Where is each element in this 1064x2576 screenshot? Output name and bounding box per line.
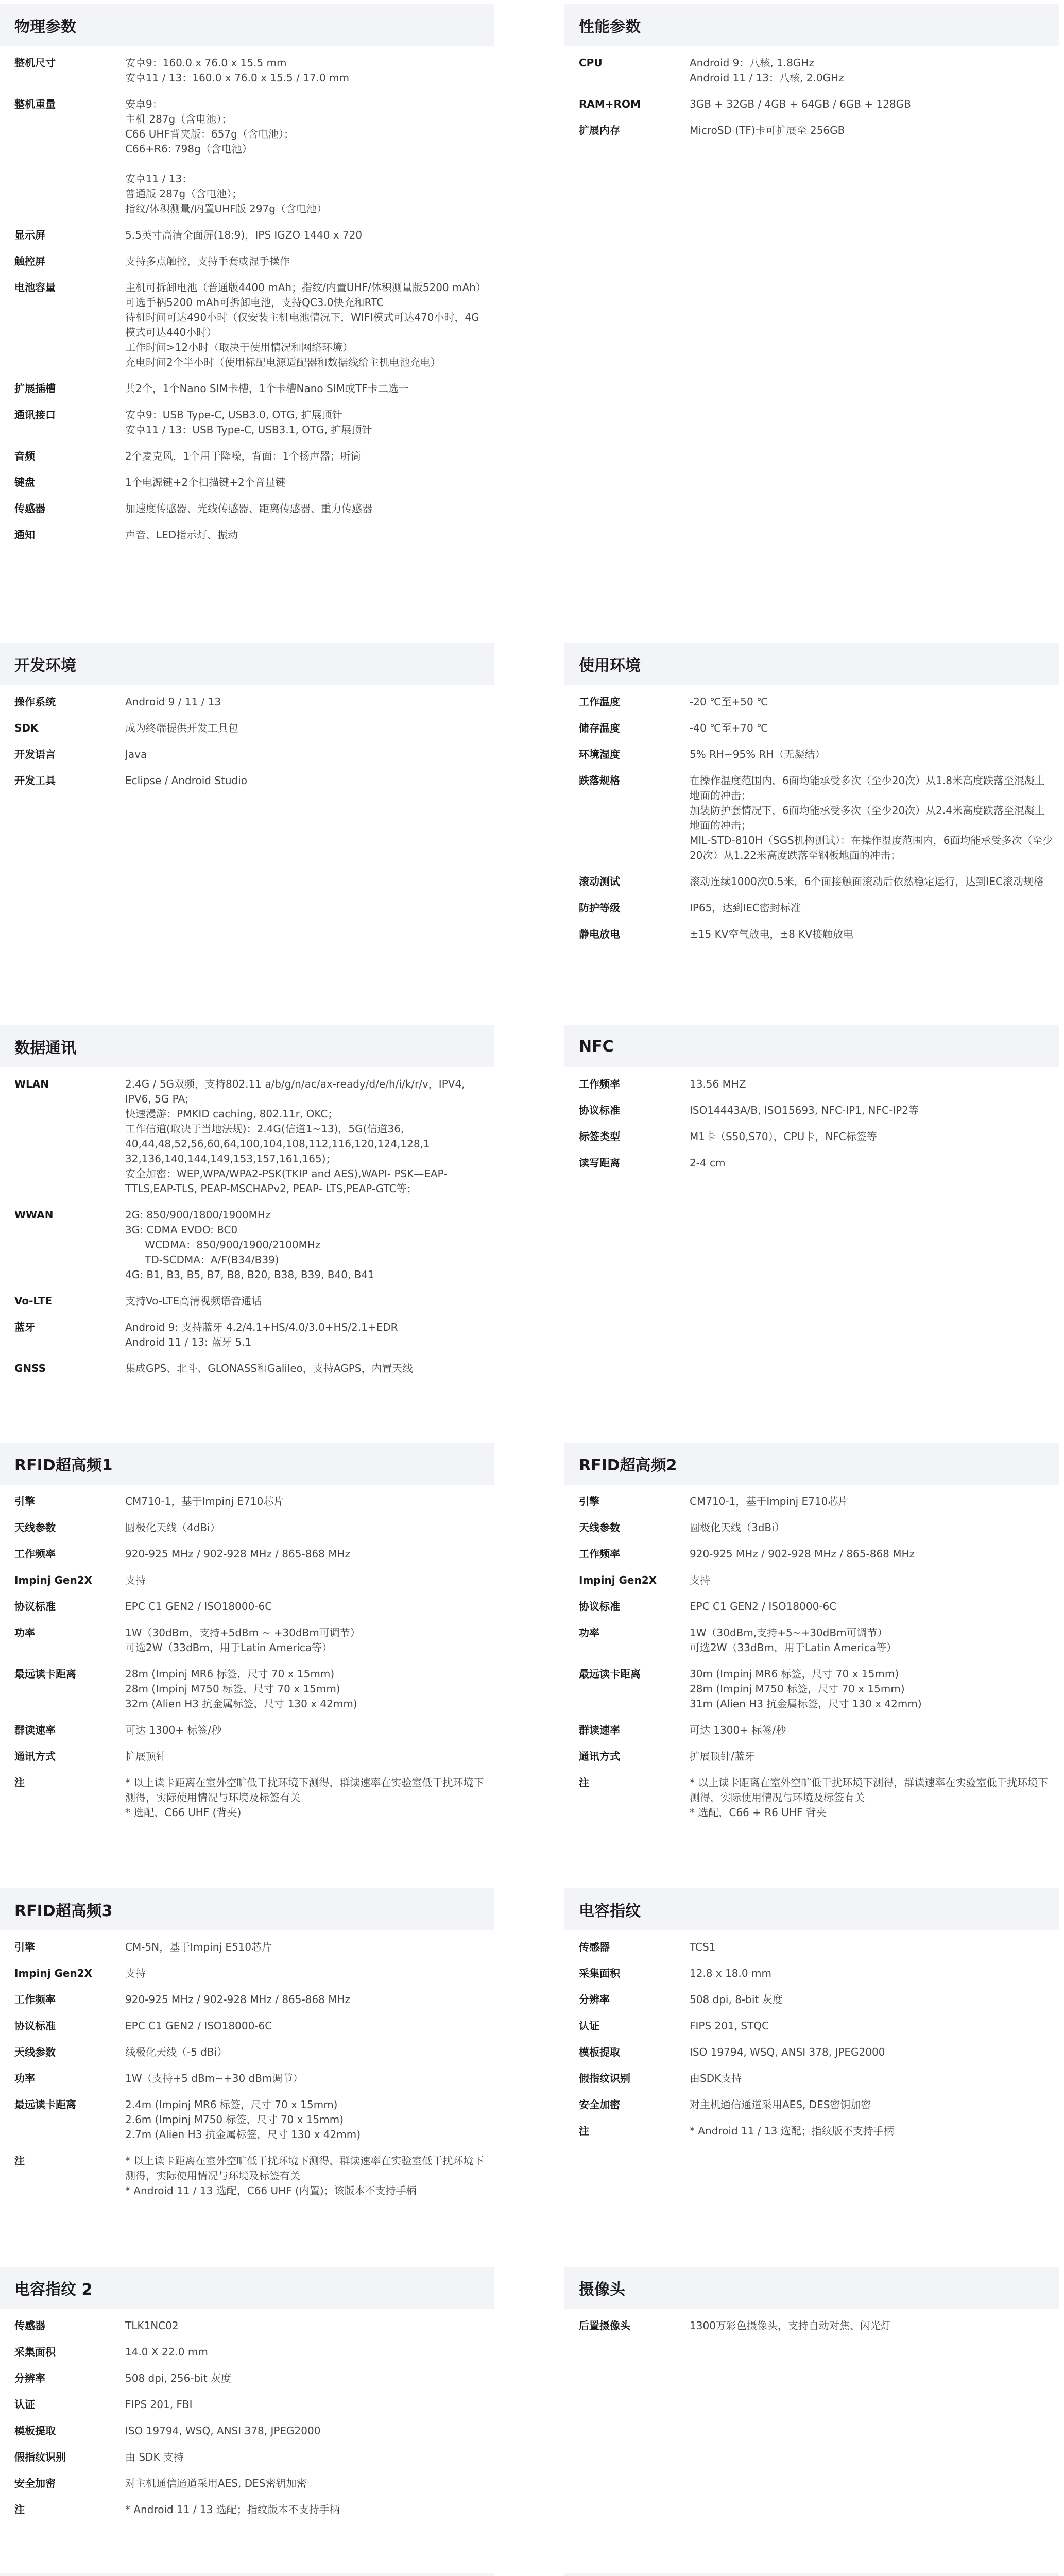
spec-value: 支持 — [125, 1574, 146, 1586]
spec-label: 储存温度 — [579, 722, 620, 734]
spec-value: 由 SDK 支持 — [125, 2451, 184, 2463]
spec-label: 开发语言 — [14, 748, 56, 760]
spec-row — [564, 1103, 1059, 1118]
spec-row — [0, 694, 494, 709]
spec-row — [564, 1156, 1059, 1171]
spec-value: FIPS 201, FBI — [125, 2398, 193, 2411]
spec-row — [564, 1573, 1059, 1588]
spec-label: 传感器 — [579, 1941, 610, 1953]
spec-label: 显示屏 — [14, 229, 45, 241]
spec-label: 功率 — [14, 2072, 35, 2084]
spec-row — [0, 1361, 494, 1376]
spec-value: 线极化天线（-5 dBi） — [125, 2046, 228, 2058]
spec-label: 通讯接口 — [14, 409, 56, 421]
section-dev-environment — [0, 643, 494, 800]
spec-row — [0, 2476, 494, 2491]
spec-label: 模板提取 — [14, 2425, 56, 2437]
spec-value: 1W（30dBm，支持+5dBm ~ +30dBm可调节） 可选2W（33dBm，用于Latin America等） — [125, 1626, 361, 1654]
spec-value: 5.5英寸高清全面屏(18:9)，IPS IGZO 1440 x 720 — [125, 229, 363, 241]
spec-value: * Android 11 / 13 选配；指纹版不支持手柄 — [690, 2125, 894, 2137]
spec-label: 防护等级 — [579, 902, 620, 914]
spec-row — [0, 2345, 494, 2360]
spec-row — [0, 1320, 494, 1350]
spec-value: ISO 19794, WSQ, ANSI 378, JPEG2000 — [125, 2425, 321, 2437]
spec-value: 安卓9： 主机 287g（含电池）； C66 UHF背夹版：657g（含电池）； C66+R6: 798g（含电池） 安卓11 / 13： 普通版 287g（含电池）； 指纹/体积测量/内置UHF版 297g（含电池） — [125, 98, 327, 215]
spec-row — [564, 773, 1059, 863]
spec-label: 引擎 — [14, 1941, 35, 1953]
section-title: 电容指纹 2 — [0, 2267, 494, 2309]
spec-row — [564, 1129, 1059, 1144]
spec-list — [0, 46, 494, 543]
spec-row — [0, 2154, 494, 2198]
spec-row — [564, 694, 1059, 709]
spec-row — [0, 228, 494, 243]
spec-label: WWAN — [14, 1209, 54, 1221]
spec-label: 分辨率 — [14, 2372, 45, 2384]
spec-list — [564, 1930, 1059, 2139]
spec-label: 群读速率 — [14, 1724, 56, 1736]
spec-value: 可达 1300+ 标签/秒 — [125, 1724, 222, 1736]
spec-value: 对主机通信通道采用AES, DES密钥加密 — [690, 2098, 871, 2111]
spec-label: 音频 — [14, 450, 35, 462]
spec-row — [564, 1547, 1059, 1562]
spec-value: Android 9: 支持蓝牙 4.2/4.1+HS/4.0/3.0+HS/2.1+EDR Android 11 / 13: 蓝牙 5.1 — [125, 1321, 398, 1348]
spec-value: CM710-1，基于Impinj E710芯片 — [690, 1495, 849, 1507]
spec-row — [0, 1749, 494, 1764]
spec-value: -40 ℃至+70 ℃ — [690, 722, 768, 734]
spec-label: 协议标准 — [14, 1600, 56, 1613]
spec-row — [564, 721, 1059, 736]
spec-label: 注 — [579, 1776, 589, 1789]
spec-row — [564, 927, 1059, 942]
spec-row — [564, 901, 1059, 916]
spec-value: ISO 19794, WSQ, ANSI 378, JPEG2000 — [690, 2046, 885, 2058]
spec-row — [0, 2450, 494, 2465]
spec-value: 共2个，1个Nano SIM卡槽，1个卡槽Nano SIM或TF卡二选一 — [125, 382, 409, 395]
spec-list — [0, 1930, 494, 2198]
spec-value: TLK1NC02 — [125, 2319, 179, 2332]
spec-value: 1300万彩色摄像头，支持自动对焦、闪光灯 — [690, 2319, 891, 2332]
spec-label: 跌落规格 — [579, 774, 620, 787]
spec-label: 操作系统 — [14, 696, 56, 708]
spec-row — [0, 2071, 494, 2086]
spec-row — [564, 56, 1059, 86]
spec-label: 引擎 — [14, 1495, 35, 1507]
spec-list — [564, 1485, 1059, 1820]
spec-list — [0, 1485, 494, 1820]
section-camera — [564, 2267, 1059, 2345]
spec-row — [0, 1667, 494, 1711]
spec-label: 开发工具 — [14, 774, 56, 787]
spec-label: 协议标准 — [14, 2020, 56, 2032]
spec-row — [564, 747, 1059, 762]
spec-label: SDK — [14, 722, 39, 734]
spec-label: 安全加密 — [579, 2098, 620, 2111]
spec-label: 安全加密 — [14, 2477, 56, 2489]
spec-value: 3GB + 32GB / 4GB + 64GB / 6GB + 128GB — [690, 98, 911, 110]
spec-list — [564, 1067, 1059, 1171]
section-title: 摄像头 — [564, 2267, 1059, 2309]
spec-label: 最远读卡距离 — [579, 1668, 641, 1680]
spec-row — [564, 1966, 1059, 1981]
spec-label: 模板提取 — [579, 2046, 620, 2058]
spec-label: 协议标准 — [579, 1104, 620, 1116]
spec-value: 圆极化天线（4dBi） — [125, 1521, 220, 1534]
spec-label: 后置摄像头 — [579, 2319, 630, 2332]
spec-label: 传感器 — [14, 502, 45, 515]
spec-label: 标签类型 — [579, 1130, 620, 1143]
spec-value: 集成GPS、北斗、GLONASS和Galileo，支持AGPS，内置天线 — [125, 1362, 413, 1375]
spec-value: EPC C1 GEN2 / ISO18000-6C — [125, 1600, 272, 1613]
section-title: 性能参数 — [564, 4, 1059, 46]
spec-label: 工作频率 — [579, 1548, 620, 1560]
spec-label: 工作温度 — [579, 696, 620, 708]
spec-value: 920-925 MHz / 902-928 MHz / 865-868 MHz — [690, 1548, 915, 1560]
spec-row — [564, 2097, 1059, 2112]
spec-label: 传感器 — [14, 2319, 45, 2332]
spec-value: 可达 1300+ 标签/秒 — [690, 1724, 786, 1736]
section-title — [0, 2573, 494, 2576]
spec-value: 1个电源键+2个扫描键+2个音量键 — [125, 476, 286, 488]
section-title: NFC — [564, 1025, 1059, 1067]
section-barcode — [0, 2573, 494, 2576]
spec-value: 支持 — [690, 1574, 710, 1586]
spec-label: Impinj Gen2X — [579, 1574, 657, 1586]
spec-label: 触控屏 — [14, 255, 45, 267]
spec-row — [564, 2124, 1059, 2139]
spec-row — [0, 2424, 494, 2438]
spec-row — [0, 2502, 494, 2517]
spec-row — [0, 2097, 494, 2142]
spec-label: 读写距离 — [579, 1157, 620, 1169]
spec-value: 2个麦克风，1个用于降噪，背面：1个扬声器；听筒 — [125, 450, 362, 462]
spec-label: 注 — [579, 2125, 589, 2137]
spec-label: 注 — [14, 2503, 25, 2516]
spec-row — [564, 2045, 1059, 2060]
spec-label: 静电放电 — [579, 928, 620, 940]
section-fingerprint-1 — [564, 1888, 1059, 2150]
spec-list — [564, 685, 1059, 942]
spec-value: 主机可拆卸电池（普通版4400 mAh；指纹/内置UHF/体积测量版5200 mAh） 可选手柄5200 mAh可拆卸电池，支持QC3.0快充和RTC 待机时间可达490小时（仅安装主机电池情况下，WIFI模式可达470小时，4G模式可达440小时） 工作时间>12小时（取决于使用情况和网络环境） 充电时间2个半小时（使用标配电源适配器和数据线给主机电池充电） — [125, 281, 486, 368]
spec-value: FIPS 201, STQC — [690, 2020, 769, 2032]
spec-label: 协议标准 — [579, 1600, 620, 1613]
spec-value: * 以上读卡距离在室外空旷低干扰环境下测得，群读速率在实验室低干扰环境下测得，实际使用情况与环境及标签有关 * 选配，C66 UHF (背夹) — [125, 1776, 484, 1819]
spec-value: 12.8 x 18.0 mm — [690, 1967, 771, 1979]
spec-value: TCS1 — [690, 1941, 716, 1953]
spec-label: 天线参数 — [579, 1521, 620, 1534]
spec-label: 环境湿度 — [579, 748, 620, 760]
spec-row — [0, 1940, 494, 1955]
section-usage-environment — [564, 643, 1059, 953]
spec-row — [0, 1723, 494, 1738]
spec-label: GNSS — [14, 1362, 46, 1375]
spec-row — [0, 449, 494, 464]
spec-value: 成为终端提供开发工具包 — [125, 722, 238, 734]
spec-row — [0, 2045, 494, 2060]
spec-label: 通讯方式 — [14, 1750, 56, 1762]
spec-row — [0, 1494, 494, 1509]
spec-row — [0, 408, 494, 437]
spec-label: 假指纹识别 — [14, 2451, 66, 2463]
spec-label: 滚动测试 — [579, 875, 620, 888]
spec-value: 圆极化天线（3dBi） — [690, 1521, 785, 1534]
spec-label: 通知 — [14, 529, 35, 541]
spec-value: * Android 11 / 13 选配；指纹版本不支持手柄 — [125, 2503, 340, 2516]
spec-label: 最远读卡距离 — [14, 1668, 76, 1680]
spec-value: 支持Vo-LTE高清视频语音通话 — [125, 1295, 262, 1307]
spec-label: Impinj Gen2X — [14, 1967, 93, 1979]
spec-value: * 以上读卡距离在室外空旷低干扰环境下测得，群读速率在实验室低干扰环境下测得，实际使用情况与环境及标签有关 * Android 11 / 13 选配，C66 UHF (内置)；该版本不支持手柄 — [125, 2155, 484, 2197]
spec-row — [564, 97, 1059, 112]
spec-value: 滚动连续1000次0.5米，6个面接触面滚动后依然稳定运行，达到IEC滚动规格 — [690, 875, 1044, 888]
spec-row — [0, 1520, 494, 1535]
spec-value: 2.4G / 5G双频，支持802.11 a/b/g/n/ac/ax-ready/d/e/h/i/k/r/v，IPV4, IPV6, 5G PA; 快速漫游：PMKID caching, 802.11r, OKC； 工作信道(取决于当地法规)：2.4G(信道1~13)，5G(信道36, 40,44,48,52,56,60,64,100,104,108,112,116,120,124,128,1 32,136,140,144,149,153,157,161,165)； 安全加密：WEP,WPA/WPA2-PSK(TKIP and AES),WAPI- PSK—EAP-TTLS,EAP-TLS, PEAP-MSCHAPv2, PEAP- LTS,PEAP-GTC等； — [125, 1078, 465, 1195]
section-data-communication — [0, 1025, 494, 1387]
spec-value: 13.56 MHZ — [690, 1078, 746, 1090]
spec-value: 508 dpi, 8-bit 灰度 — [690, 1993, 783, 2006]
spec-row — [0, 1775, 494, 1820]
section-title: RFID超高频3 — [0, 1888, 494, 1930]
spec-label: 扩展内存 — [579, 124, 620, 137]
section-physical — [0, 4, 494, 554]
spec-row — [0, 2318, 494, 2333]
spec-value: 支持多点触控，支持手套或湿手操作 — [125, 255, 290, 267]
spec-value: Android 9：八核, 1.8GHz Android 11 / 13：八核, 2.0GHz — [690, 57, 844, 84]
spec-row — [0, 773, 494, 788]
spec-row — [564, 1775, 1059, 1820]
section-accessories — [564, 2573, 1059, 2576]
spec-label: 注 — [14, 1776, 25, 1789]
section-title: RFID超高频1 — [0, 1443, 494, 1485]
spec-row — [564, 2019, 1059, 2033]
spec-row — [564, 1992, 1059, 2007]
spec-row — [0, 475, 494, 490]
section-title — [564, 2573, 1059, 2576]
section-title: 电容指纹 — [564, 1888, 1059, 1930]
spec-value: 1W（30dBm,支持+5~+30dBm可调节） 可选2W（33dBm，用于Latin America等） — [690, 1626, 897, 1654]
spec-row — [564, 874, 1059, 889]
spec-value: EPC C1 GEN2 / ISO18000-6C — [690, 1600, 837, 1613]
spec-row — [564, 1667, 1059, 1711]
spec-row — [564, 2071, 1059, 2086]
spec-label: 天线参数 — [14, 2046, 56, 2058]
spec-label: 整机尺寸 — [14, 57, 56, 69]
spec-value: 支持 — [125, 1967, 146, 1979]
spec-row — [0, 1599, 494, 1614]
spec-row — [0, 1208, 494, 1282]
spec-list — [564, 2309, 1059, 2333]
spec-row — [0, 528, 494, 543]
section-title: 使用环境 — [564, 643, 1059, 685]
spec-row — [0, 1077, 494, 1196]
spec-row — [0, 721, 494, 736]
spec-row — [0, 1573, 494, 1588]
spec-label: 通讯方式 — [579, 1750, 620, 1762]
spec-row — [0, 1625, 494, 1655]
spec-value: Android 9 / 11 / 13 — [125, 696, 221, 708]
spec-value: 14.0 X 22.0 mm — [125, 2346, 208, 2358]
spec-value: ISO14443A/B, ISO15693, NFC-IP1, NFC-IP2等 — [690, 1104, 919, 1116]
section-rfid-3 — [0, 1888, 494, 2210]
spec-value: EPC C1 GEN2 / ISO18000-6C — [125, 2020, 272, 2032]
spec-label: 引擎 — [579, 1495, 599, 1507]
spec-label: WLAN — [14, 1078, 49, 1090]
spec-value: 920-925 MHz / 902-928 MHz / 865-868 MHz — [125, 1993, 351, 2006]
spec-label: 工作频率 — [14, 1548, 56, 1560]
spec-list — [564, 46, 1059, 138]
spec-label: 采集面积 — [14, 2346, 56, 2358]
spec-label: 键盘 — [14, 476, 35, 488]
spec-value: 声音、LED指示灯、振动 — [125, 529, 238, 541]
spec-label: RAM+ROM — [579, 98, 641, 110]
spec-row — [0, 1547, 494, 1562]
spec-value: 扩展顶针 — [125, 1750, 166, 1762]
spec-value: 在操作温度范围内，6面均能承受多次（至少20次）从1.8米高度跌落至混凝土地面的冲击； 加装防护套情况下，6面均能承受多次（至少20次）从2.4米高度跌落至混凝土地面的冲击； MIL-STD-810H（SGS机构测试）：在操作温度范围内，6面均能承受多次（至少20次）从1.22米高度跌落至钢板地面的冲击； — [690, 774, 1053, 861]
section-title: 数据通讯 — [0, 1025, 494, 1067]
spec-list — [0, 685, 494, 788]
spec-value: 920-925 MHz / 902-928 MHz / 865-868 MHz — [125, 1548, 351, 1560]
spec-label: 认证 — [14, 2398, 35, 2411]
spec-row — [0, 2397, 494, 2412]
spec-list — [0, 1067, 494, 1376]
spec-value: 安卓9：USB Type-C, USB3.0, OTG, 扩展顶针 安卓11 / 13：USB Type-C, USB3.1, OTG, 扩展顶针 — [125, 409, 372, 436]
spec-row — [564, 1077, 1059, 1092]
spec-value: 扩展顶针/蓝牙 — [690, 1750, 755, 1762]
spec-label: Vo-LTE — [14, 1295, 53, 1307]
spec-label: 天线参数 — [14, 1521, 56, 1534]
spec-row — [564, 1723, 1059, 1738]
spec-row — [0, 381, 494, 396]
spec-row — [0, 254, 494, 269]
spec-row — [564, 1520, 1059, 1535]
spec-value: 2.4m (Impinj MR6 标签，尺寸 70 x 15mm) 2.6m (Impinj M750 标签，尺寸 70 x 15mm) 2.7m (Alien H3 抗金属标签，尺寸 130 x 42mm) — [125, 2098, 361, 2141]
spec-value: 2G: 850/900/1800/1900MHz 3G: CDMA EVDO: BC0 WCDMA：850/900/1900/2100MHz TD-SCDMA：A/F(B34/B39) 4G: B1, B3, B5, B7, B8, B20, B38, B39, B40, B41 — [125, 1209, 374, 1281]
spec-value: 28m (Impinj MR6 标签，尺寸 70 x 15mm) 28m (Impinj M750 标签，尺寸 70 x 15mm) 32m (Alien H3 抗金属标签，尺寸 130 x 42mm) — [125, 1668, 357, 1710]
section-performance — [564, 4, 1059, 149]
spec-row — [0, 1966, 494, 1981]
spec-row — [0, 747, 494, 762]
spec-value: Eclipse / Android Studio — [125, 774, 248, 787]
section-title: RFID超高频2 — [564, 1443, 1059, 1485]
spec-label: 扩展插槽 — [14, 382, 56, 395]
spec-value: 由SDK支持 — [690, 2072, 742, 2084]
spec-value: 安卓9：160.0 x 76.0 x 15.5 mm 安卓11 / 13：160.0 x 76.0 x 15.5 / 17.0 mm — [125, 57, 350, 84]
spec-value: CM710-1，基于Impinj E710芯片 — [125, 1495, 284, 1507]
section-nfc — [564, 1025, 1059, 1182]
spec-label: 分辨率 — [579, 1993, 610, 2006]
spec-label: 假指纹识别 — [579, 2072, 630, 2084]
spec-row — [564, 1494, 1059, 1509]
spec-value: 对主机通信通道采用AES, DES密钥加密 — [125, 2477, 307, 2489]
spec-value: * 以上读卡距离在室外空旷低干扰环境下测得，群读速率在实验室低干扰环境下测得，实际使用情况与环境及标签有关 * 选配，C66 + R6 UHF 背夹 — [690, 1776, 1049, 1819]
section-title: 开发环境 — [0, 643, 494, 685]
spec-value: ±15 KV空气放电，±8 KV接触放电 — [690, 928, 853, 940]
section-rfid-2 — [564, 1443, 1059, 1832]
section-title: 物理参数 — [0, 4, 494, 46]
spec-row — [564, 1625, 1059, 1655]
spec-label: Impinj Gen2X — [14, 1574, 93, 1586]
spec-row — [564, 2318, 1059, 2333]
spec-label: 认证 — [579, 2020, 599, 2032]
spec-row — [0, 1992, 494, 2007]
spec-label: 工作频率 — [14, 1993, 56, 2006]
spec-list — [0, 2309, 494, 2517]
spec-value: Java — [125, 748, 147, 760]
spec-value: 加速度传感器、光线传感器、距离传感器、重力传感器 — [125, 502, 372, 515]
spec-label: 采集面积 — [579, 1967, 620, 1979]
spec-row — [564, 123, 1059, 138]
spec-row — [0, 97, 494, 216]
spec-value: 1W（支持+5 dBm~+30 dBm调节） — [125, 2072, 303, 2084]
spec-row — [0, 56, 494, 86]
spec-label: 整机重量 — [14, 98, 56, 110]
spec-row — [564, 1940, 1059, 1955]
spec-value: 2-4 cm — [690, 1157, 726, 1169]
spec-label: 工作频率 — [579, 1078, 620, 1090]
spec-row — [0, 2019, 494, 2033]
spec-label: 功率 — [14, 1626, 35, 1639]
spec-label: 最远读卡距离 — [14, 2098, 76, 2111]
spec-value: 508 dpi, 256-bit 灰度 — [125, 2372, 232, 2384]
spec-value: M1卡（S50,S70），CPU卡，NFC标签等 — [690, 1130, 877, 1143]
spec-label: 注 — [14, 2155, 25, 2167]
spec-value: CM-5N，基于Impinj E510芯片 — [125, 1941, 272, 1953]
spec-label: 蓝牙 — [14, 1321, 35, 1333]
spec-value: IP65，达到IEC密封标准 — [690, 902, 801, 914]
section-rfid-1 — [0, 1443, 494, 1832]
spec-label: 群读速率 — [579, 1724, 620, 1736]
spec-value: 30m (Impinj MR6 标签，尺寸 70 x 15mm) 28m (Impinj M750 标签，尺寸 70 x 15mm) 31m (Alien H3 抗金属标签，尺寸 130 x 42mm) — [690, 1668, 922, 1710]
spec-label: 功率 — [579, 1626, 599, 1639]
spec-label: 电池容量 — [14, 281, 56, 294]
spec-row — [0, 501, 494, 516]
spec-row — [0, 280, 494, 370]
spec-label: CPU — [579, 57, 603, 69]
spec-value: 5% RH~95% RH（无凝结） — [690, 748, 826, 760]
spec-row — [0, 1294, 494, 1309]
spec-value: MicroSD (TF)卡可扩展至 256GB — [690, 124, 845, 137]
spec-value: -20 ℃至+50 ℃ — [690, 696, 768, 708]
spec-row — [564, 1749, 1059, 1764]
spec-row — [564, 1599, 1059, 1614]
section-fingerprint-2 — [0, 2267, 494, 2529]
spec-row — [0, 2371, 494, 2386]
